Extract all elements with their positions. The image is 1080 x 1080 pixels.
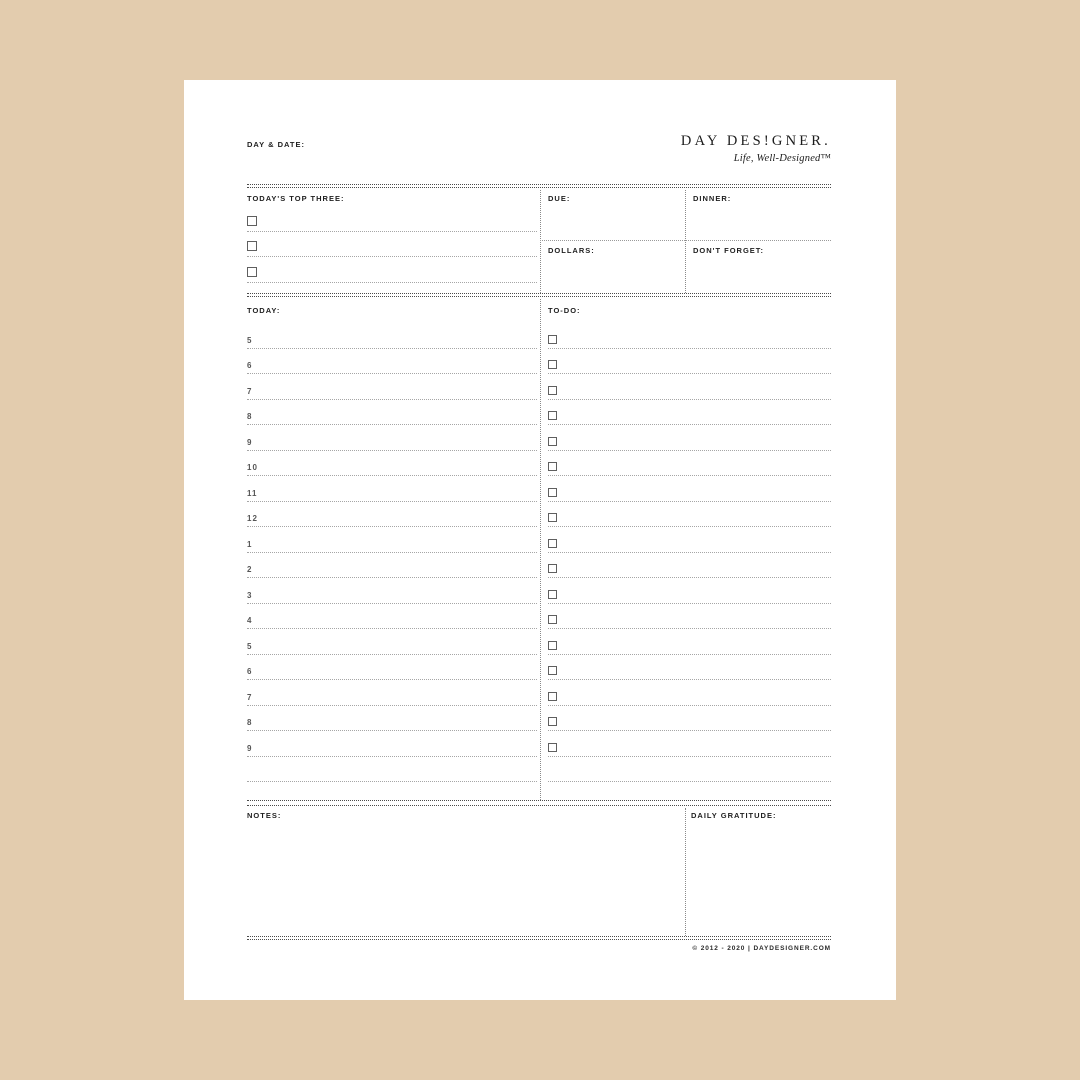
schedule-row-empty <box>247 757 537 783</box>
schedule-row <box>247 655 537 681</box>
todo-row-empty <box>548 757 831 783</box>
todo-row <box>548 451 831 477</box>
todo-checkbox[interactable] <box>548 386 557 395</box>
section-divider-bottom <box>247 936 831 940</box>
todo-row <box>548 425 831 451</box>
todo-label: TO-DO: <box>548 306 581 315</box>
top-three-rows <box>247 206 537 283</box>
todo-row <box>548 476 831 502</box>
schedule-row <box>247 425 537 451</box>
priority-checkbox[interactable] <box>247 216 257 226</box>
schedule-row <box>247 527 537 553</box>
section-divider-notes <box>247 800 831 806</box>
schedule-row <box>247 349 537 375</box>
brand-tagline: Life, Well-Designed™ <box>733 153 831 164</box>
todo-row <box>548 374 831 400</box>
todo-row <box>548 731 831 757</box>
top-three-row <box>247 257 537 283</box>
todo-row <box>548 604 831 630</box>
schedule-row <box>247 629 537 655</box>
brand-logo: DAY DES!GNER. <box>680 133 831 149</box>
hour-label: 9 <box>247 437 253 447</box>
brand-block <box>681 133 831 164</box>
todo-checkbox[interactable] <box>548 437 557 446</box>
hour-label: 5 <box>247 641 253 651</box>
schedule-row <box>247 374 537 400</box>
hour-label: 11 <box>247 488 258 498</box>
top-three-row <box>247 232 537 258</box>
todo-checkbox[interactable] <box>548 513 557 522</box>
dont-forget-label: DON'T FORGET: <box>693 246 765 255</box>
section-divider-top <box>247 184 831 188</box>
hour-label: 4 <box>247 616 253 625</box>
hour-label: 1 <box>247 539 253 549</box>
schedule-row <box>247 451 537 477</box>
schedule-row <box>247 604 537 630</box>
todo-checkbox[interactable] <box>548 615 557 624</box>
todo-row <box>548 578 831 604</box>
todo-checkbox[interactable] <box>548 590 557 599</box>
hour-label: 12 <box>247 514 258 523</box>
schedule-rows <box>247 323 537 782</box>
todo-row <box>548 527 831 553</box>
todo-checkbox[interactable] <box>548 743 557 752</box>
todo-checkbox[interactable] <box>548 717 557 726</box>
schedule-todo-divider <box>540 299 541 800</box>
todo-checkbox[interactable] <box>548 488 557 497</box>
priority-checkbox[interactable] <box>247 267 257 277</box>
todo-checkbox[interactable] <box>548 641 557 650</box>
schedule-row <box>247 502 537 528</box>
hour-label: 7 <box>247 386 253 396</box>
todo-row <box>548 349 831 375</box>
hour-label: 8 <box>247 412 253 421</box>
gratitude-label: DAILY GRATITUDE: <box>691 811 777 820</box>
hour-label: 6 <box>247 361 253 370</box>
todo-row <box>548 553 831 579</box>
section-divider-middle <box>247 293 831 297</box>
todo-row <box>548 323 831 349</box>
todo-row <box>548 680 831 706</box>
dinner-label: DINNER: <box>693 194 732 203</box>
priority-checkbox[interactable] <box>247 241 257 251</box>
hour-label: 8 <box>247 718 253 727</box>
today-label: TODAY: <box>247 306 281 315</box>
schedule-row <box>247 323 537 349</box>
hour-label: 6 <box>247 667 253 676</box>
hour-label: 5 <box>247 335 253 345</box>
todo-checkbox[interactable] <box>548 335 557 344</box>
schedule-row <box>247 553 537 579</box>
schedule-row <box>247 400 537 426</box>
top-three-row <box>247 206 537 232</box>
schedule-row <box>247 578 537 604</box>
top-section-divider-2 <box>685 190 686 293</box>
todo-checkbox[interactable] <box>548 539 557 548</box>
planner-page <box>184 80 896 1000</box>
hour-label: 10 <box>247 463 258 472</box>
hour-label: 2 <box>247 565 253 574</box>
todo-row <box>548 400 831 426</box>
todo-checkbox[interactable] <box>548 692 557 701</box>
todo-checkbox[interactable] <box>548 360 557 369</box>
hour-label: 9 <box>247 743 253 753</box>
schedule-row <box>247 731 537 757</box>
schedule-row <box>247 476 537 502</box>
schedule-row <box>247 680 537 706</box>
todo-row <box>548 502 831 528</box>
copyright-text: © 2012 - 2020 | DAYDESIGNER.COM <box>692 945 831 952</box>
dollars-label: DOLLARS: <box>548 246 595 255</box>
hour-label: 3 <box>247 590 253 600</box>
todo-row <box>548 629 831 655</box>
todo-rows <box>548 323 831 782</box>
todo-checkbox[interactable] <box>548 666 557 675</box>
notes-gratitude-divider <box>685 808 686 936</box>
todo-checkbox[interactable] <box>548 564 557 573</box>
notes-label: NOTES: <box>247 811 282 820</box>
due-dollars-divider <box>540 240 831 241</box>
todo-row <box>548 706 831 732</box>
todo-row <box>548 655 831 681</box>
day-date-label: DAY & DATE: <box>247 140 305 149</box>
schedule-row <box>247 706 537 732</box>
todo-checkbox[interactable] <box>548 462 557 471</box>
hour-label: 7 <box>247 692 253 702</box>
top-section-divider-1 <box>540 190 541 293</box>
due-label: DUE: <box>548 194 571 203</box>
top-three-label: TODAY'S TOP THREE: <box>247 194 345 203</box>
todo-checkbox[interactable] <box>548 411 557 420</box>
